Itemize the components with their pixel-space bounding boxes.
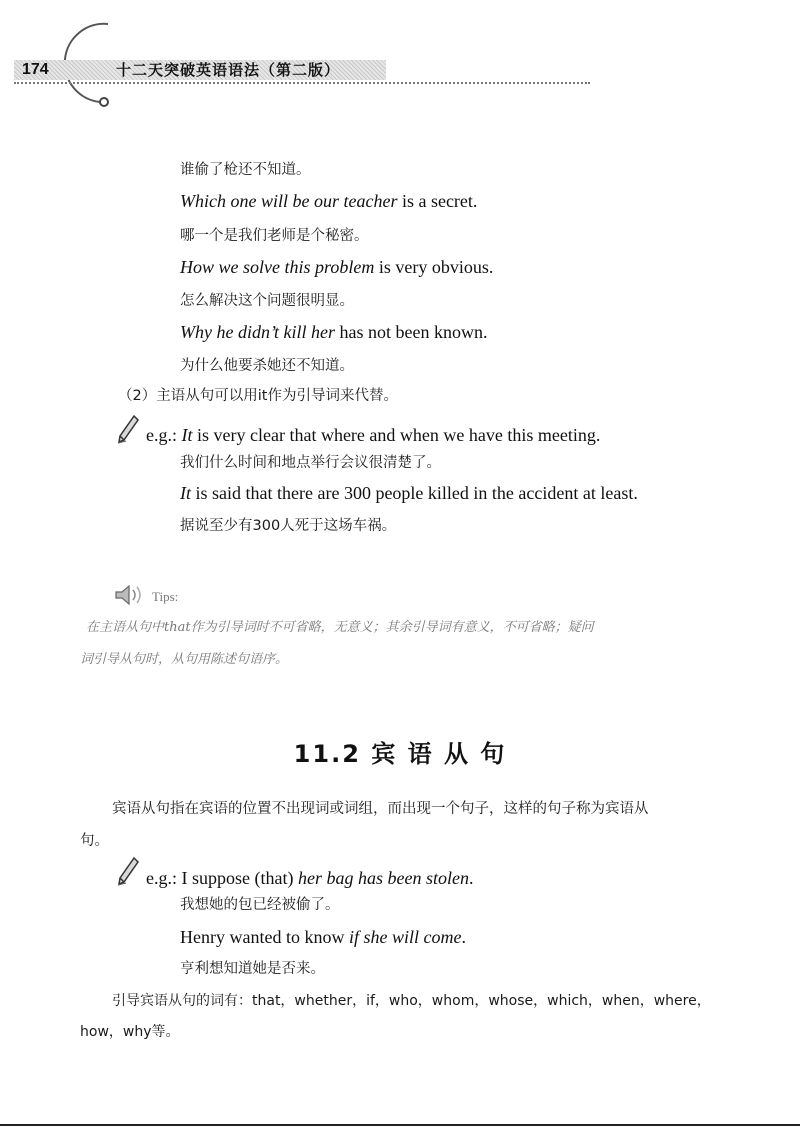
pencil-icon: [116, 414, 140, 444]
tips-line-1: 在主语从句中that作为引导词时不可省略，无意义；其余引导词有意义，不可省略；疑问: [86, 620, 594, 635]
it-italic: It: [180, 483, 191, 503]
pencil-icon: [116, 856, 140, 886]
header-rule: [14, 82, 590, 84]
clause-rest: has not been known.: [334, 322, 488, 342]
example-3-cn-2: 亨利想知道她是否来。: [180, 961, 325, 977]
example-en-4: [180, 256, 493, 278]
book-title: 十二天突破英语语法（第二版）: [116, 61, 341, 79]
definition-line-1: 宾语从句指在宾语的位置不出现词或词组，而出现一个句子，这样的句子称为宾语从: [112, 801, 649, 817]
clause-rest: is a secret.: [397, 191, 478, 211]
page-number: 174: [22, 61, 49, 78]
rule-2-text: （2）主语从句可以用it作为引导词来代替。: [118, 388, 398, 404]
example-2-en-1: [146, 424, 600, 446]
eg-label: e.g.:: [146, 868, 182, 888]
example-2-cn-2: 据说至少有300人死于这场车祸。: [180, 518, 397, 534]
definition-line-2: 句。: [80, 833, 109, 849]
sentence-end: .: [468, 868, 474, 888]
it-italic: It: [181, 425, 193, 445]
clause-italic: How we solve this problem: [180, 257, 375, 277]
example-en-2: [180, 190, 477, 212]
example-cn-1: 谁偷了枪还不知道。: [180, 162, 311, 178]
sentence-plain: I suppose (that): [181, 868, 298, 888]
example-2-cn-1: 我们什么时间和地点举行会议很清楚了。: [180, 455, 441, 471]
example-2-en-2: [180, 482, 638, 504]
example-3-cn-1: 我想她的包已经被偷了。: [180, 897, 340, 913]
sentence-rest: is said that there are 300 people killed in the accident at least.: [191, 483, 638, 503]
clause-italic: her bag has been stolen: [297, 868, 469, 888]
page-header: [0, 0, 800, 110]
tips-line-2: 词引导从句时，从句用陈述句语序。: [80, 652, 289, 667]
example-cn-7: 为什么他要杀她还不知道。: [180, 358, 354, 374]
clause-rest: is very obvious.: [374, 257, 494, 277]
example-en-6: [180, 321, 487, 343]
conjunctions-line-2: how，why等。: [80, 1024, 180, 1040]
section-title: 11.2 宾 语 从 句: [293, 740, 507, 768]
sentence-rest: is very clear that where and when we have this meeting.: [192, 425, 601, 445]
clause-italic: if she will come: [348, 927, 462, 947]
clause-italic: Which one will be our teacher: [180, 191, 398, 211]
example-3-en-2: [180, 926, 466, 948]
conjunctions-line-1: 引导宾语从句的词有：that，whether，if，who，whom，whose，which，when，where，: [112, 993, 711, 1009]
example-3-en-1: [146, 867, 473, 889]
example-cn-3: 哪一个是我们老师是个秘密。: [180, 228, 369, 244]
bottom-rule: [0, 1124, 800, 1126]
clause-italic: Why he didn’t kill her: [180, 322, 335, 342]
eg-label: e.g.:: [146, 425, 182, 445]
sentence-end: .: [461, 927, 466, 947]
tips-label: Tips:: [152, 589, 179, 604]
speaker-icon: [114, 584, 148, 606]
example-cn-5: 怎么解决这个问题很明显。: [180, 293, 354, 309]
sentence-plain: Henry wanted to know: [180, 927, 349, 947]
